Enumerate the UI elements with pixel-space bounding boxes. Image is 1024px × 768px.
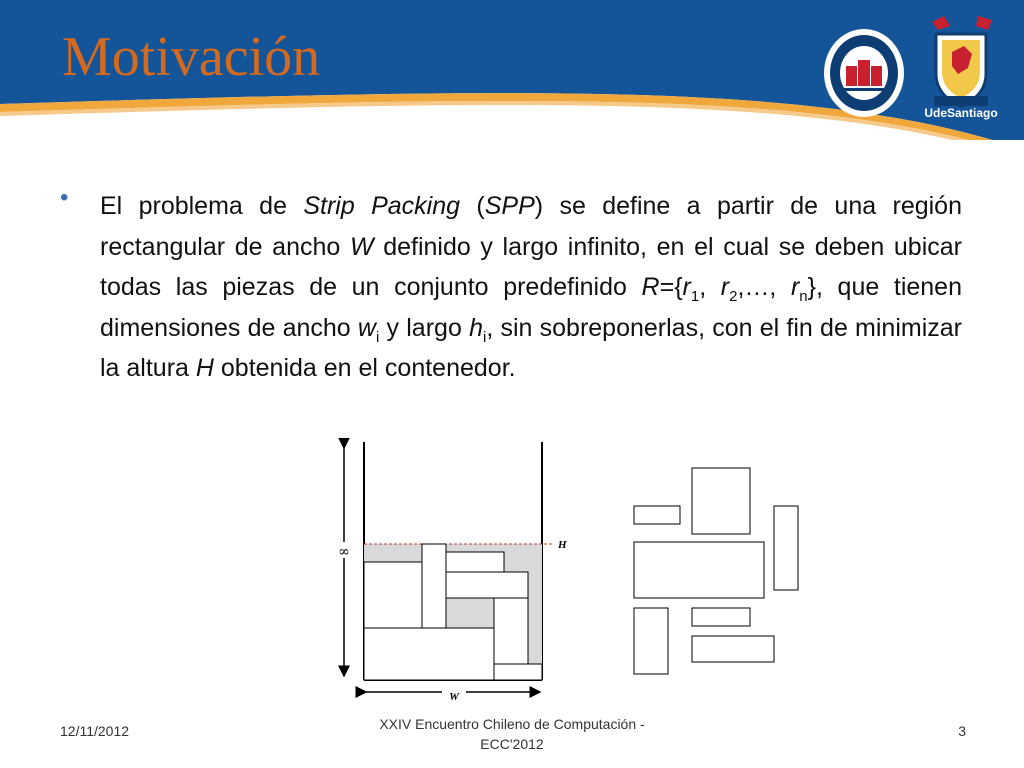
packed-piece xyxy=(446,552,504,572)
loose-piece xyxy=(692,636,774,662)
loose-piece xyxy=(692,468,750,534)
page-number: 3 xyxy=(958,723,966,739)
footer-event: XXIV Encuentro Chileno de Computación - ECC'2012 xyxy=(379,716,645,752)
loose-piece xyxy=(692,608,750,626)
loose-piece xyxy=(634,608,668,674)
udesantiago-label: UdeSantiago xyxy=(924,106,998,120)
bullet-icon: • xyxy=(60,184,69,211)
bullet-list xyxy=(60,186,962,389)
packed-piece xyxy=(446,572,528,598)
packed-piece xyxy=(364,628,494,680)
packed-piece xyxy=(364,562,422,628)
packed-piece xyxy=(494,598,528,664)
universidad-andres-bello-icon xyxy=(822,26,906,120)
infinity-label: ∞ xyxy=(338,544,350,560)
loose-piece xyxy=(634,506,680,524)
slide-title: Motivación xyxy=(62,26,321,88)
strip-packing-figure xyxy=(330,438,810,704)
loose-piece xyxy=(634,542,764,598)
loose-piece xyxy=(774,506,798,590)
packed-piece xyxy=(494,664,542,680)
packed-piece xyxy=(422,544,446,628)
height-label: H xyxy=(558,539,567,551)
footer-date: 12/11/2012 xyxy=(60,723,130,739)
strip-packing-diagram xyxy=(330,438,810,704)
width-label: W xyxy=(449,691,459,703)
bullet-paragraph: El problema de Strip Packing (SPP) se define a partir de una región rectangular de ancho W definido y largo infinito, en el cual se deben ubicar todas las piezas de un conjunto predefinido $R=\{r_1$, $r_2,\dots$, $r_n$}, que tienen dimensiones de ancho $w_i$ y largo $h_i$, sin sobreponerlas, con el fin de minimizar la altura H obtenida en el contenedor. xyxy=(100,192,962,382)
